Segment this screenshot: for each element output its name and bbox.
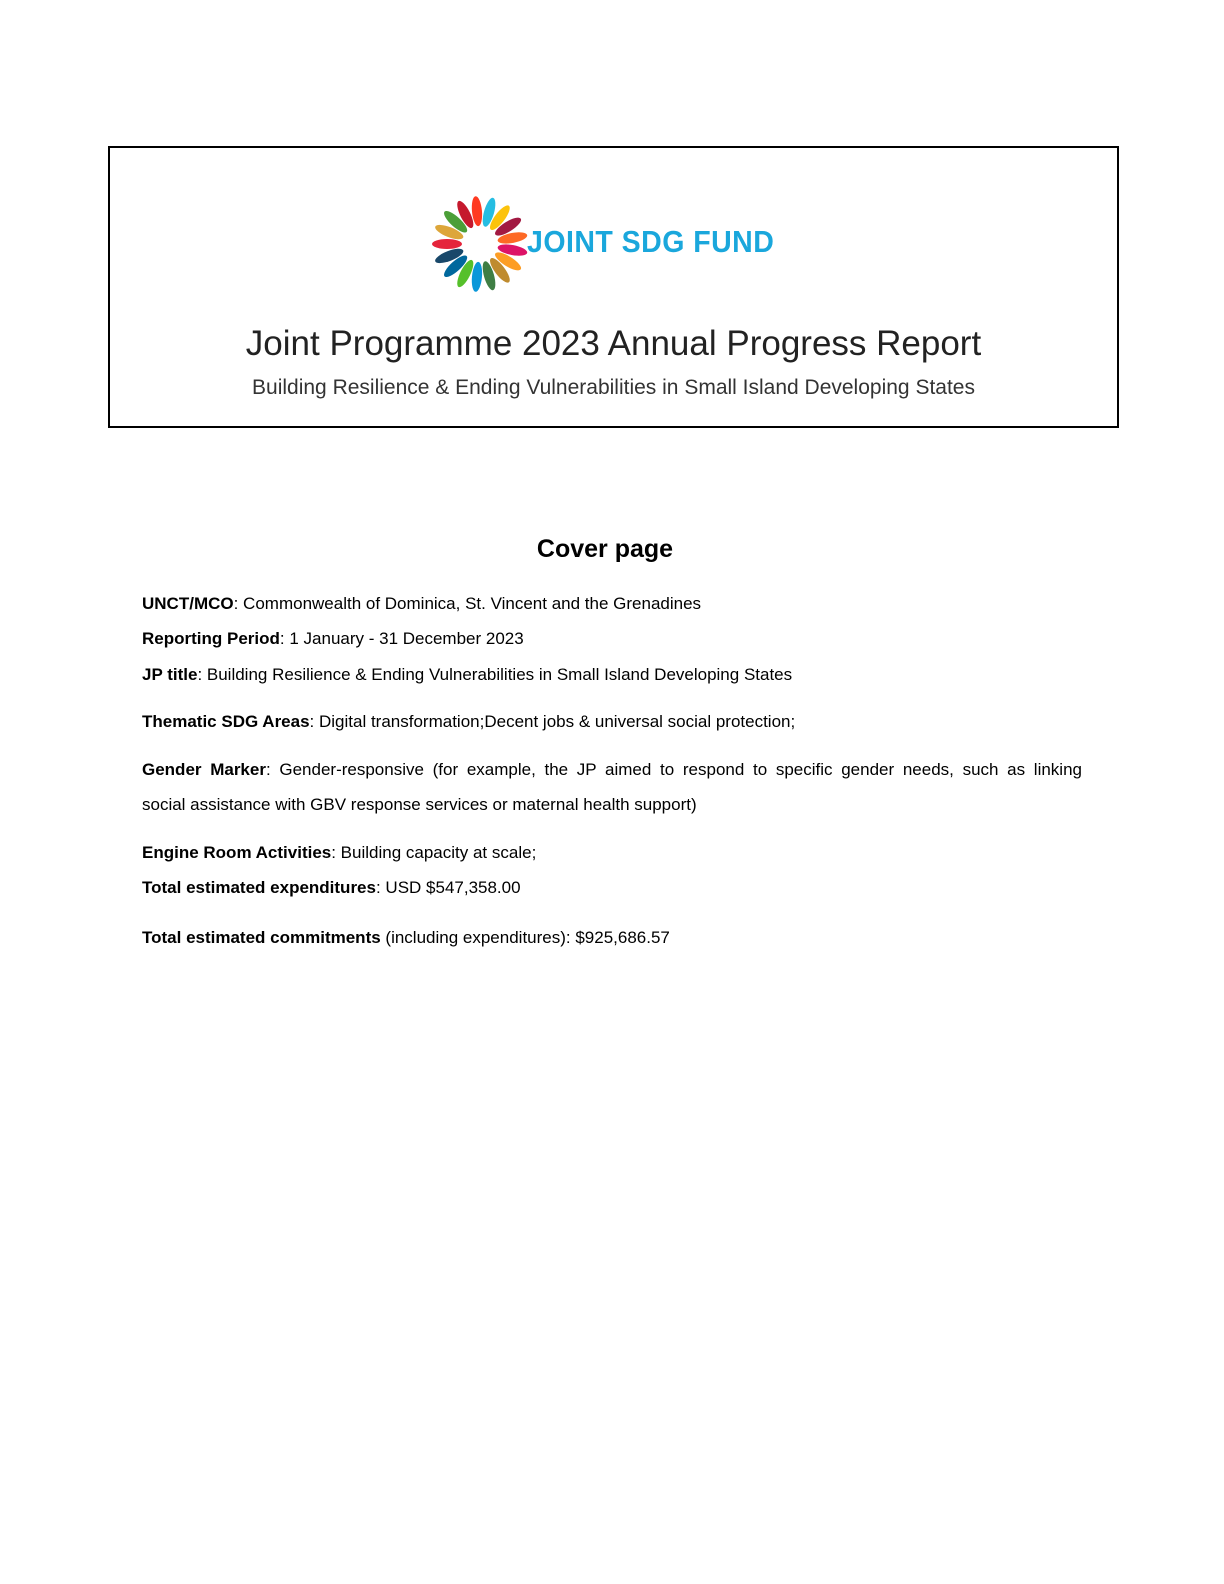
report-title: Joint Programme 2023 Annual Progress Report bbox=[245, 324, 982, 363]
field-label: Total estimated expenditures bbox=[142, 878, 376, 897]
logo-text: JOINT SDG FUND bbox=[527, 224, 775, 259]
field-total-commitments bbox=[142, 920, 1082, 955]
field-label: JP title bbox=[142, 665, 198, 684]
field-value: : Building Resilience & Ending Vulnerabilities in Small Island Developing States bbox=[197, 665, 793, 684]
field-label: UNCT/MCO bbox=[142, 594, 234, 613]
field-value: : USD $547,358.00 bbox=[375, 878, 521, 897]
sdg-wheel-icon bbox=[430, 192, 530, 296]
field-value: (including expenditures): $925,686.57 bbox=[380, 928, 670, 947]
field-label: Engine Room Activities bbox=[142, 843, 332, 862]
field-jp-title bbox=[142, 657, 1082, 692]
field-reporting-period bbox=[142, 621, 1082, 656]
field-thematic-sdg-areas bbox=[142, 704, 1082, 739]
field-value: : Commonwealth of Dominica, St. Vincent and the Grenadines bbox=[233, 594, 702, 613]
field-unct-mco bbox=[142, 586, 1082, 621]
field-value: : 1 January - 31 December 2023 bbox=[279, 629, 524, 648]
field-total-expenditures bbox=[142, 870, 1082, 905]
field-value: : Gender-responsive (for example, the JP aimed to respond to specific gender needs, such as linking bbox=[265, 760, 1082, 779]
field-engine-room-activities bbox=[142, 835, 1082, 870]
field-label: Thematic SDG Areas bbox=[142, 712, 310, 731]
field-gender-marker bbox=[142, 752, 1082, 822]
field-label: Reporting Period bbox=[142, 629, 280, 648]
field-label: Total estimated commitments bbox=[142, 928, 381, 947]
field-value: : Digital transformation;Decent jobs & universal social protection; bbox=[309, 712, 796, 731]
report-subtitle: Building Resilience & Ending Vulnerabilities in Small Island Developing States bbox=[252, 376, 975, 399]
joint-sdg-fund-logo bbox=[430, 192, 790, 296]
gender-marker-line-2: social assistance with GBV response services or maternal health support) bbox=[142, 795, 697, 814]
field-value: : Building capacity at scale; bbox=[331, 843, 537, 862]
report-header-box bbox=[108, 146, 1119, 428]
cover-page-heading: Cover page bbox=[536, 535, 674, 563]
field-label: Gender Marker bbox=[142, 760, 266, 779]
gender-marker-line-1 bbox=[142, 752, 1082, 787]
logo-petal bbox=[432, 239, 462, 249]
